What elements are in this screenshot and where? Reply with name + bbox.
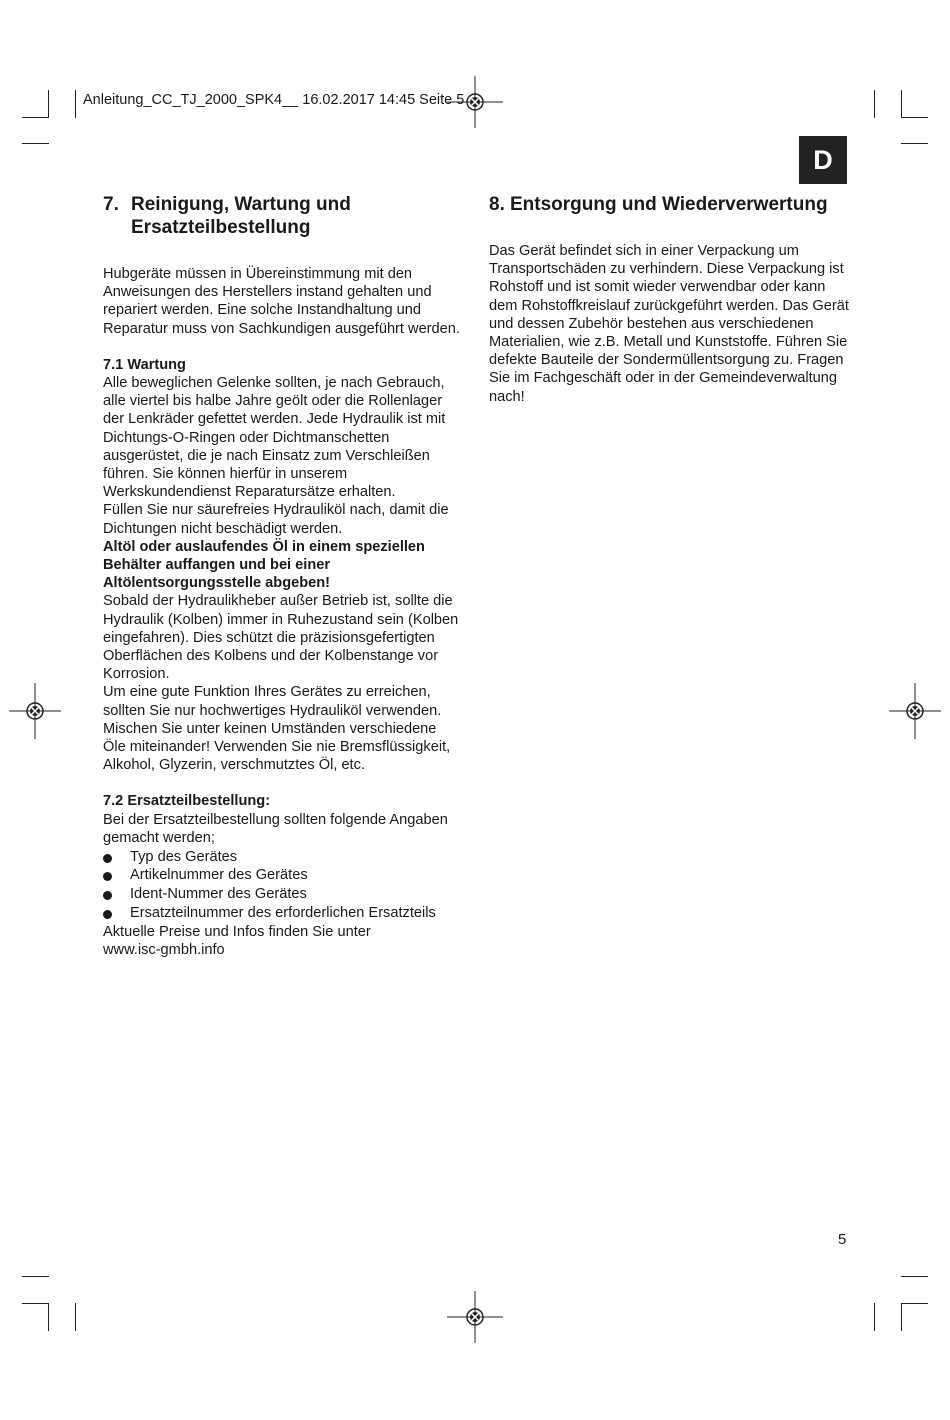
crop-mark xyxy=(901,1303,902,1331)
section-7-2-title: 7.2 Ersatzteilbestellung: xyxy=(103,793,271,810)
website-link[interactable]: www.isc-gmbh.info xyxy=(103,942,225,959)
section-7-heading xyxy=(103,193,463,239)
maintenance-paragraph: Sobald der Hydraulikheber außer Betrieb ist, sollte die Hydraulik (Kolben) immer in Ruhezustand sein (Kolben eingefahren). Dies schützt die präzisionsgefertigten Oberflächen des Kolbens und der Kolbenstange vor Korrosion. xyxy=(103,593,459,683)
heading-number: 7. xyxy=(103,194,119,215)
crop-mark xyxy=(22,143,49,144)
crop-mark xyxy=(22,1276,49,1277)
print-slug: Anleitung_CC_TJ_2000_SPK4__ 16.02.2017 14:45 Seite 5 xyxy=(83,92,465,108)
spare-parts-intro: Bei der Ersatzteilbestellung sollten folgende Angaben gemacht werden; xyxy=(103,811,448,846)
bullet-icon xyxy=(103,910,112,919)
heading-text: Reinigung, Wartung und Ersatzteilbestellung xyxy=(131,194,351,238)
maintenance-paragraph: Um eine gute Funktion Ihres Gerätes zu erreichen, sollten Sie nur hochwertiges Hydrauliköl verwenden. Mischen Sie unter keinen Umständen verschiedene Öle miteinander! Verwenden Sie nie Bremsflüssigkeit, Alkohol, Glyzerin, verschmutztes Öl, etc. xyxy=(103,684,451,774)
list-item: Artikelnummer des Gerätes xyxy=(103,866,463,884)
list-item: Ersatzteilnummer des erforderlichen Ersatzteils xyxy=(103,904,463,922)
crop-mark xyxy=(75,90,76,118)
spare-parts-outro: Aktuelle Preise und Infos finden Sie unter xyxy=(103,923,371,940)
crop-mark xyxy=(901,143,928,144)
left-column xyxy=(103,193,463,959)
list-item: Ident-Nummer des Gerätes xyxy=(103,885,463,903)
crop-mark xyxy=(48,90,49,118)
list-item: Typ des Gerätes xyxy=(103,848,463,866)
crop-mark xyxy=(901,1303,928,1304)
registration-mark-icon xyxy=(447,1289,503,1345)
maintenance-paragraph: Alle beweglichen Gelenke sollten, je nach Gebrauch, alle viertel bis halbe Jahre geölt oder die Rollenlager der Lenkräder gefettet werden. Jede Hydraulik ist mit Dichtungs-O-Ringen oder Dichtmanschetten ausgerüstet, die je nach Einsatz zum Verschleißen führen. Sie können hierfür in unserem Werkskundendienst Reparatursätze erhalten. xyxy=(103,375,446,501)
language-tab: D xyxy=(799,136,847,184)
crop-mark xyxy=(48,1303,49,1331)
crop-mark xyxy=(874,1303,875,1331)
heading-number: 8. xyxy=(489,194,505,215)
crop-mark xyxy=(901,90,902,118)
crop-mark xyxy=(901,1276,928,1277)
oil-disposal-warning: Altöl oder auslaufendes Öl in einem speziellen Behälter auffangen und bei einer Altölentsorgungsstelle abgeben! xyxy=(103,538,425,592)
right-column xyxy=(489,193,851,406)
spare-parts-list xyxy=(103,848,463,923)
heading-text: Entsorgung und Wiederverwertung xyxy=(510,194,828,215)
crop-mark xyxy=(901,117,928,118)
section-8-heading xyxy=(489,193,851,216)
disposal-paragraph: Das Gerät befindet sich in einer Verpackung um Transportschäden zu verhindern. Diese Verpackung ist Rohstoff und ist somit wieder verwendbar oder kann dem Rohstoffkreislauf zurückgeführt werden. Das Gerät und dessen Zubehör bestehen aus verschiedenen Materialien, wie z.B. Metall und Kunststoffe. Führen Sie defekte Bauteile der Sondermüllentsorgung zu. Fragen Sie im Fachgeschäft oder in der Gemeindeverwaltung nach! xyxy=(489,243,849,405)
maintenance-paragraph: Füllen Sie nur säurefreies Hydrauliköl nach, damit die Dichtungen nicht beschädigt werden. xyxy=(103,502,449,537)
page-number: 5 xyxy=(838,1231,847,1248)
intro-paragraph: Hubgeräte müssen in Übereinstimmung mit den Anweisungen des Herstellers instand gehalten und repariert werden. Eine solche Instandhaltung und Reparatur muss von Sachkundigen ausgeführt werden. xyxy=(103,266,460,337)
bullet-icon xyxy=(103,872,112,881)
bullet-icon xyxy=(103,891,112,900)
crop-mark xyxy=(874,90,875,118)
registration-mark-icon xyxy=(7,683,63,739)
crop-mark xyxy=(22,1303,49,1304)
crop-mark xyxy=(75,1303,76,1331)
crop-mark xyxy=(22,117,49,118)
bullet-icon xyxy=(103,854,112,863)
section-7-1-title: 7.1 Wartung xyxy=(103,356,186,373)
registration-mark-icon xyxy=(887,683,943,739)
